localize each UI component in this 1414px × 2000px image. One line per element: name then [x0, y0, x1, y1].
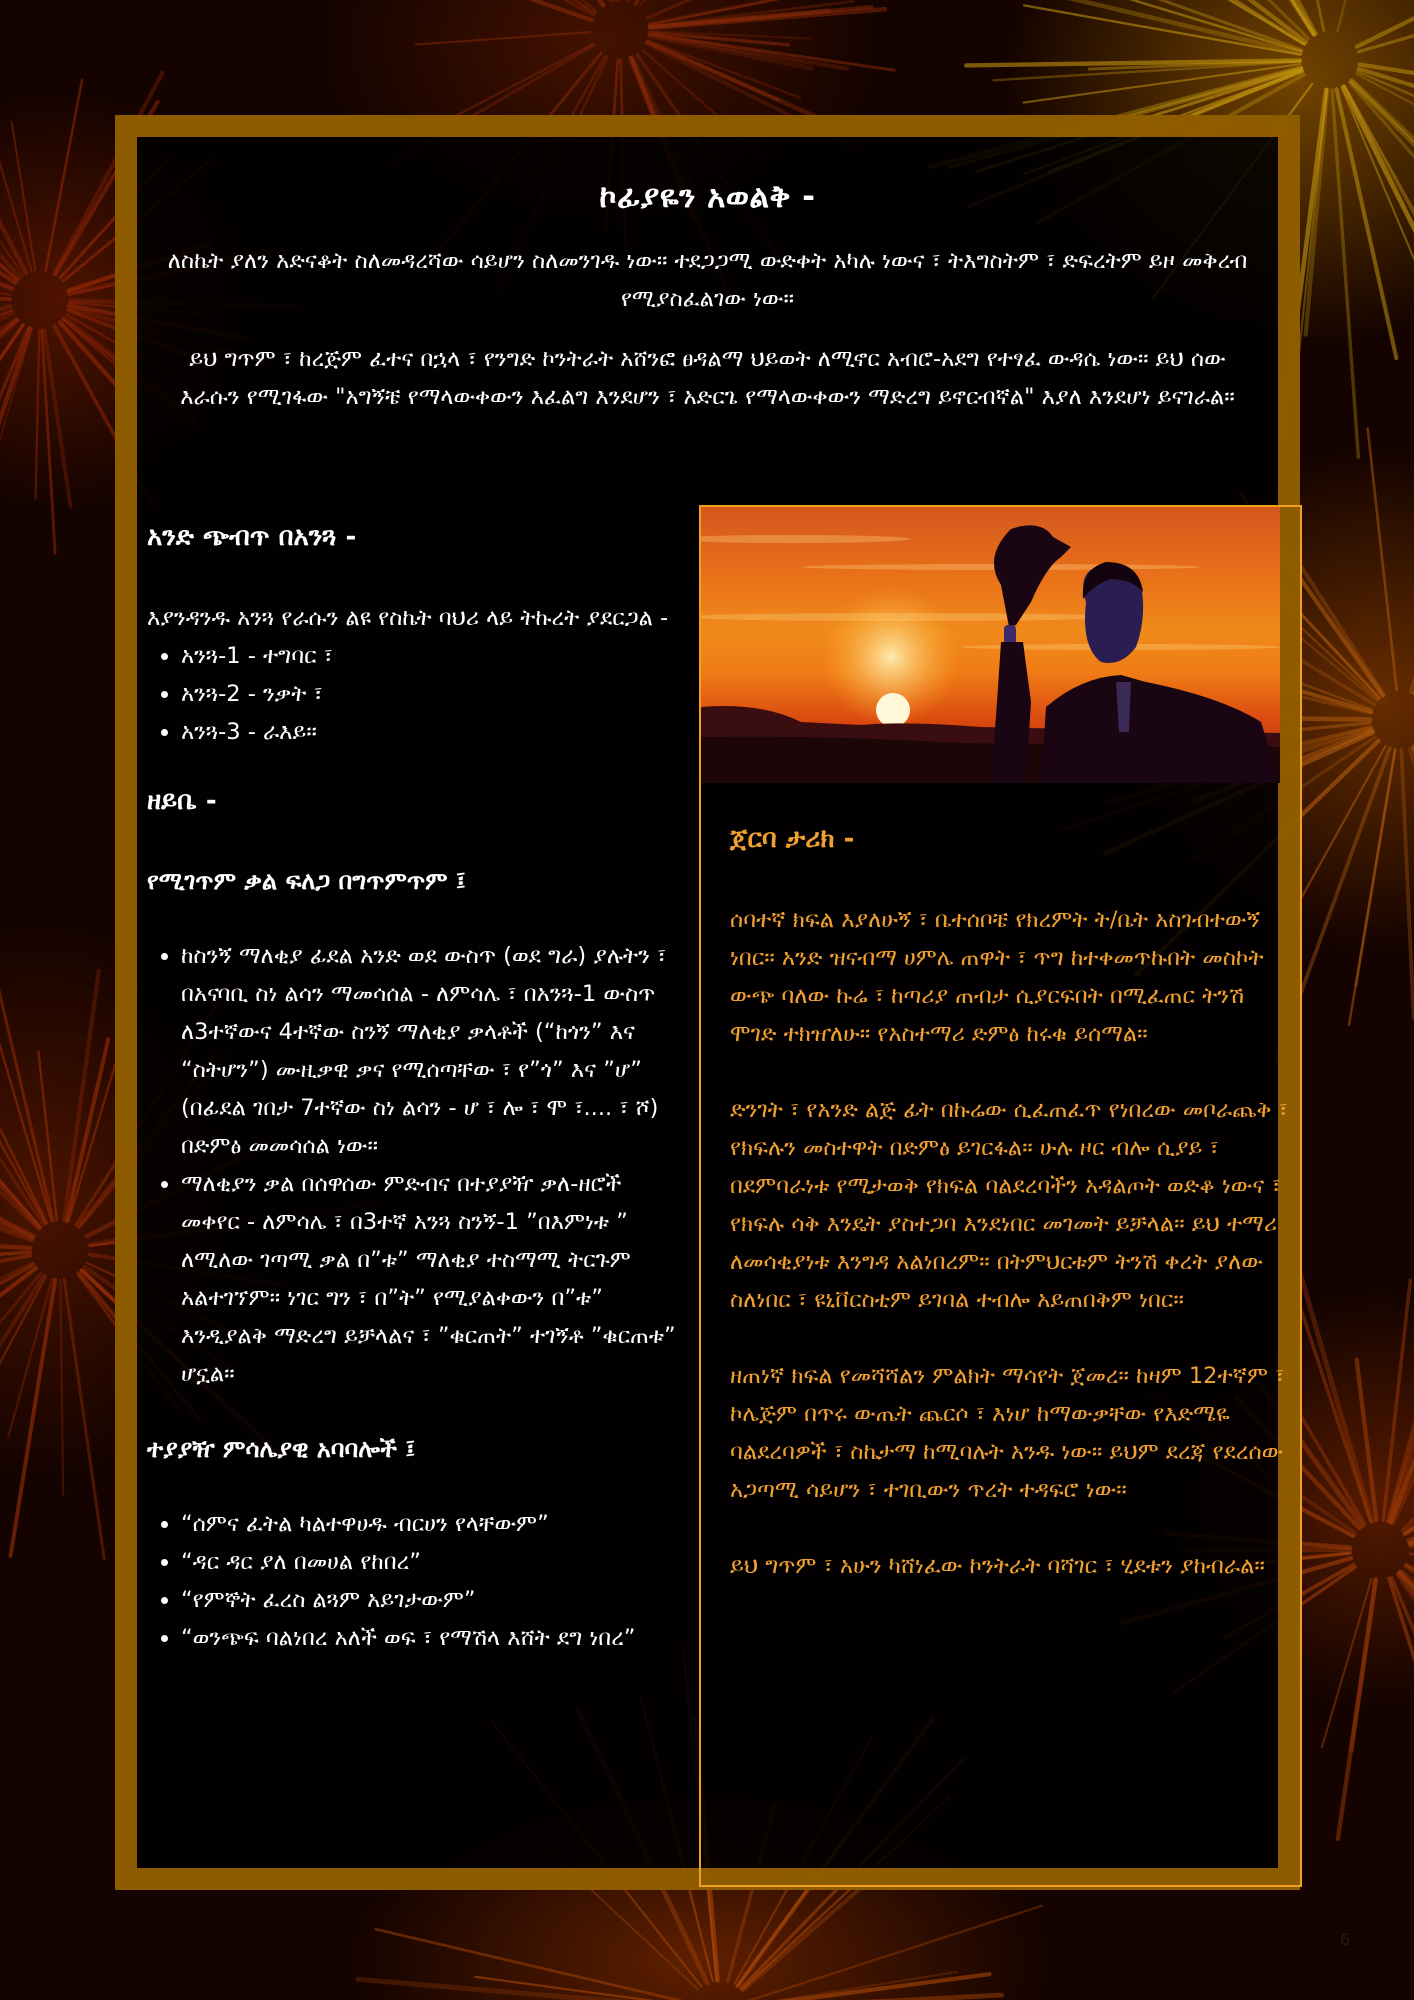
- style-heading: ዘይቤ -: [147, 786, 217, 816]
- firework-streak: [1401, 750, 1413, 1018]
- firework-streak: [36, 330, 40, 498]
- firework-streak: [60, 1280, 63, 1496]
- proverb-item: • “ዳር ዳር ያለ በመሀል የከበረ”: [181, 1543, 677, 1581]
- left-column: [147, 515, 677, 1657]
- intro-paragraph-2: ይህ ግጥም ፣ ከረጅም ፈተና በኋላ ፣ የንግድ ኮንትራት አሸንፎ ፀዳልማ ህይወት ለሚኖር አብሮ-አደግ የተፃፈ ውዳሴ ነው። ይህ ሰው እራሱን የሚገፋው "አግኝቼ የማላውቀውን እፈልግ እንደሆን ፣ አድርጌ የማላውቀውን ማድረግ ይኖርብኛል" እያለ እንደሆነ ይናገራል።: [180, 346, 1235, 410]
- sun: [876, 693, 910, 727]
- page-title: ኮፊያዬን አወልቅ -: [599, 178, 816, 215]
- story-paragraph: ሰባተኛ ክፍል እያለሁኝ ፣ ቤተሰቦቼ የክረምት ት/ቤት አስገብተውኝ ነበር። አንድ ዝናብማ ሀምሌ ጠዋት ፣ ጥግ ከተቀመጥኩበት መስኮት ውጭ ባለው ኩሬ ፣ ከጣሪያ ጠብታ ሲያርፍበት በሚፈጠር ትንሽ ሞገድ ተክዠለሁ። የአስተማሪ ድምፅ ከሩቁ ይሰማል።: [730, 907, 1264, 1047]
- background-story-box: [699, 505, 1302, 1887]
- story-heading: ጀርባ ታሪክ -: [730, 824, 855, 854]
- firework-streak: [1024, 5, 1300, 54]
- proverbs-list: [147, 1505, 677, 1657]
- sunset-illustration: [701, 507, 1280, 783]
- firework-streak: [1349, 750, 1395, 1025]
- rhyme-item: • ከስንኝ ማለቂያ ፊደል አንድ ወደ ውስጥ (ወደ ግራ) ያሉትን ፣ በአናባቢ ስነ ልሳን ማመሳሰል - ለምሳሌ ፣ በአንጓ-1 ውስጥ ለ3ተኛውና 4ተኛው ስንኝ ማለቂያ ቃላቶች (“ከጎን” እና “ስትሆን”) ሙዚቃዊ ቃና የሚሰጣቸው ፣ የ”ጎ” እና ”ሆ” (በፊደል ገበታ 7ተኛው ስነ ልሳን - ሆ ፣ ሎ ፣ ሞ ፣.... ፣ ሾ) በድምፅ መመሳሰል ነው።: [181, 937, 677, 1165]
- firework-streak: [64, 1280, 104, 1559]
- firework-streak: [1368, 429, 1397, 691]
- proverb-item: • “የምኞት ፈረስ ልጓም አይገታውም”: [181, 1581, 677, 1619]
- proverbs-heading: ተያያዥ ምሳሌያዊ አባባሎች ፤: [147, 1435, 416, 1463]
- firework-streak: [1410, 456, 1414, 692]
- firework-streak: [1344, 86, 1414, 426]
- story-paragraph: ይህ ግጥም ፣ አሁን ካሸነፈው ኮንትራት ባሻገር ፣ ሂደቱን ያከብራል።: [730, 1553, 1265, 1579]
- stanza-item: • አንጓ-1 - ተግባር ፣: [181, 637, 677, 675]
- firework-streak: [345, 0, 591, 20]
- stanza-item: • አንጓ-3 - ራእይ።: [181, 713, 677, 751]
- rhyme-item: • ማለቂያን ቃል በሰዋሰው ምድብና በተያያዥ ቃለ-ዘሮች መቀየር - ለምሳሌ ፣ በ3ተኛ አንጓ ስንኝ-1 ”በእምነቱ ” ለሚለው ገጣሚ ቃል በ”ቱ” ማለቂያ ተስማሚ ትርጉም አልተገኘም። ነገር ግን ፣ በ”ት” የሚያልቀውን በ”ቱ” እንዲያልቅ ማድረግ ይቻላልና ፣ ”ቁርጠት” ተገኝቶ ”ቁርጠቱ” ሆኗል።: [181, 1165, 677, 1393]
- firework-streak: [1338, 0, 1395, 31]
- background-story: [730, 817, 1290, 1623]
- rhyme-list: [147, 937, 677, 1393]
- firework-streak: [635, 0, 750, 4]
- firework-streak: [416, 32, 590, 44]
- firework-streak: [750, 1972, 957, 2000]
- proverb-item: • “ወንጭፍ ባልነበረ አለች ወፍ ፣ የማሽላ እሸት ደግ ነበረ”: [181, 1619, 677, 1657]
- firework-streak: [1332, 90, 1358, 457]
- stanza-item: • አንጓ-2 - ንቃት ፣: [181, 675, 677, 713]
- proverb-item: • “ሰምና ፈትል ካልተዋሀዱ ብርሀን የላቸውም”: [181, 1505, 677, 1543]
- story-paragraph: ዘጠነኛ ክፍል የመሻሻልን ምልክት ማሳየት ጀመረ። ከዛም 12ተኛም ፣ ኮሌጅም በጥሩ ውጤት ጨርሶ ፣ እነሆ ከማውቃቸው የእድሜዬ ባልደረባዎች ፣ ስኬታማ ከሚባሉት አንዱ ነው። ይህም ደረጃ የደረሰው አጋጣሚ ሳይሆን ፣ ተገቢውን ጥረት ተዳፍሮ ነው።: [730, 1363, 1285, 1503]
- firework-streak: [1392, 1578, 1414, 1826]
- stanza-heading: አንድ ጭብጥ በአንጓ -: [147, 522, 357, 552]
- stanza-list: [147, 637, 677, 751]
- sunset-photo: [701, 507, 1280, 783]
- rhyme-heading: የሚገጥም ቃል ፍለጋ በግጥምጥም ፤: [147, 867, 466, 895]
- intro-paragraph-1: ለስኬት ያለን አድናቆት ስለመዳረሻው ሳይሆን ስለመንገዱ ነው። ተደጋጋሚ ውድቀት አካሉ ነውና ፣ ትእግስትም ፣ ድፍረትም ይዞ መቅረብ የሚያስፈልገው ነው።: [167, 248, 1248, 312]
- stanza-intro: እያንዳንዱ አንጓ የራሱን ልዩ የስኬት ባህሪ ላይ ትኩረት ያደርጋል -: [147, 605, 669, 631]
- page-number: 6: [1340, 1930, 1351, 1949]
- clouds: [701, 535, 1280, 650]
- firework-streak: [1397, 1575, 1414, 1767]
- story-paragraph: ድንገት ፣ የአንድ ልጅ ፊት በኩሬው ሲፈጠፈጥ የነበረው መቦራጨቅ ፣ የክፍሉን መስተዋት በድምፅ ይገርፋል። ሁሉ ዞር ብሎ ሲያይ ፣ በደምባራነቱ የሚታወቅ የክፍል ባልደረባችን አዳልጦት ወድቆ ነውና ፣ የክፍሉ ሳቅ እንዴት ያስተጋባ እንደነበር መገመት ይቻላል። ይህ ተማሪ ለመሳቂያነቱ እንግዳ አልነበረም። በትምህርቱም ትንሽ ቀረት ያለው ስለነበር ፣ ዩኒቨርስቲም ይገባል ተብሎ አይጠበቅም ነበር።: [730, 1097, 1288, 1313]
